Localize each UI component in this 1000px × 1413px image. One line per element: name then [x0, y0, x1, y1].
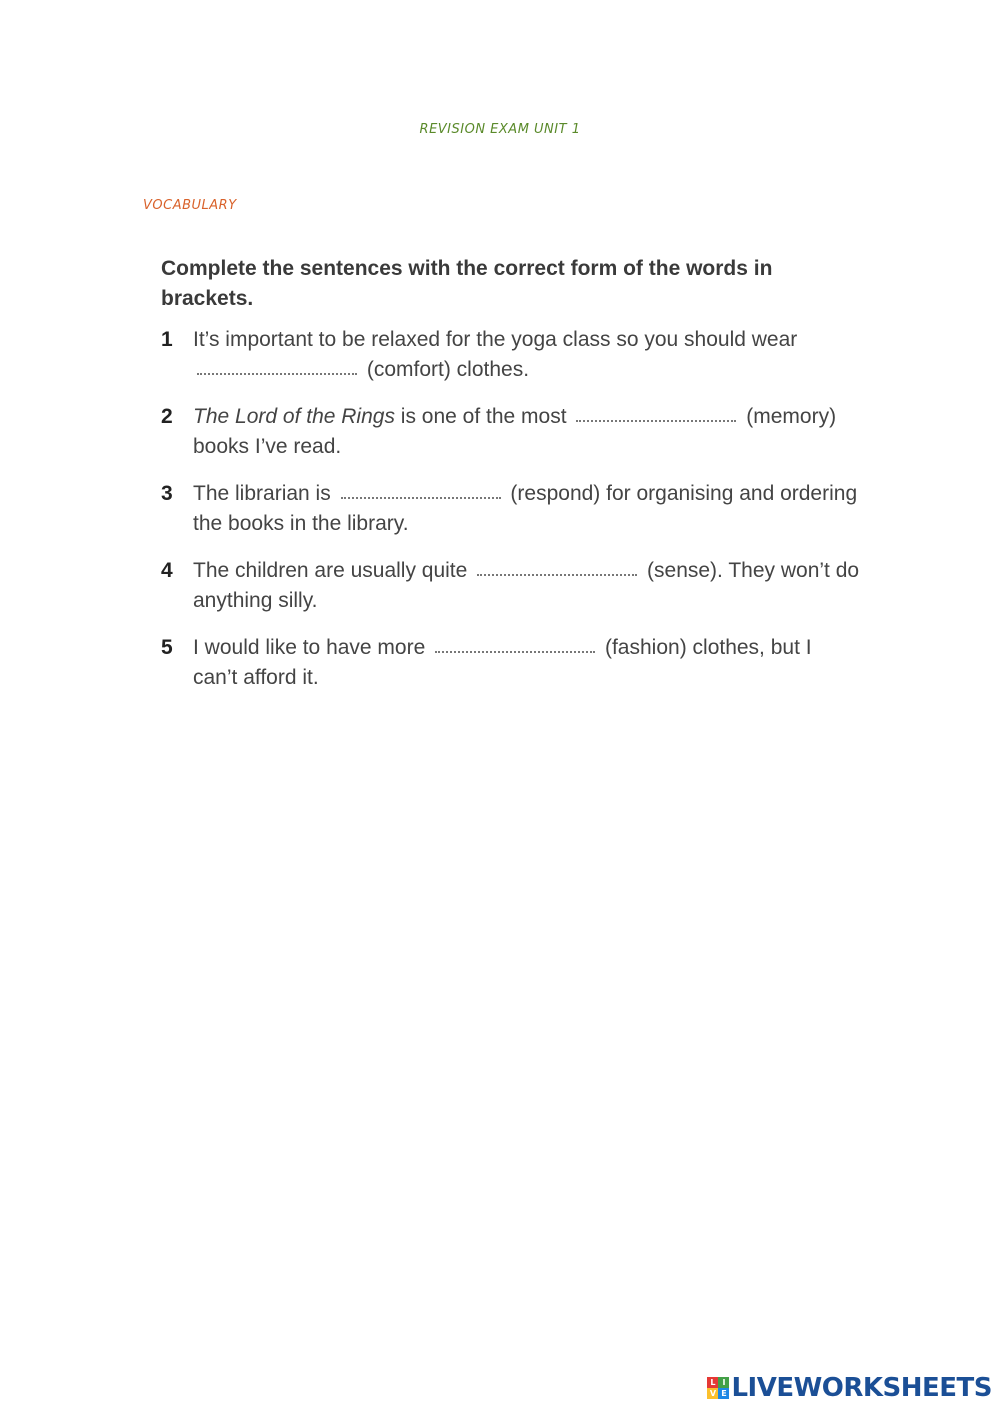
item-text-after: (sense). They won’t do anything silly.	[193, 559, 860, 612]
exercise-instruction: Complete the sentences with the correct form of the words in brackets.	[161, 257, 773, 310]
answer-gap[interactable]	[197, 355, 357, 375]
item-text	[193, 633, 861, 693]
item-text-after: (memory) books I’ve read.	[193, 405, 837, 458]
item-text	[193, 556, 861, 616]
answer-gap[interactable]	[576, 402, 736, 422]
item-text	[193, 402, 861, 462]
item-text-after: (fashion) clothes, but I can’t afford it.	[193, 636, 812, 689]
answer-gap[interactable]	[341, 479, 501, 499]
book-title: The Lord of the Rings	[193, 405, 395, 428]
item-text-before: I would like to have more	[193, 636, 426, 659]
logo-letter: L	[707, 1377, 718, 1388]
exercise-item	[161, 325, 861, 385]
item-text-before: The librarian is	[193, 482, 331, 505]
exercise-item	[161, 633, 861, 693]
section-title: VOCABULARY	[143, 198, 237, 213]
answer-gap[interactable]	[477, 556, 637, 576]
item-text-before: The children are usually quite	[193, 559, 468, 582]
item-text-before: is one of the most	[394, 405, 567, 428]
item-number: 4	[161, 559, 173, 582]
item-text-after: (comfort) clothes.	[366, 358, 530, 381]
answer-gap[interactable]	[435, 633, 595, 653]
exercise-items	[161, 325, 861, 710]
item-text	[193, 325, 861, 385]
item-number: 2	[161, 405, 173, 428]
logo-letter: I	[718, 1377, 729, 1388]
item-text-after: (respond) for organising and ordering the books in the library.	[193, 482, 858, 535]
logo-letter: V	[707, 1388, 718, 1399]
exam-title: REVISION EXAM UNIT 1	[419, 122, 581, 137]
item-number: 5	[161, 636, 173, 659]
liveworksheets-brand	[707, 1373, 992, 1403]
exercise-item	[161, 402, 861, 462]
liveworksheets-logo-icon	[707, 1377, 729, 1399]
exercise-item	[161, 556, 861, 616]
item-number: 1	[161, 328, 173, 351]
logo-letter: E	[718, 1388, 729, 1399]
brand-text: LIVEWORKSHEETS	[731, 1373, 992, 1403]
exercise-item	[161, 479, 861, 539]
item-number: 3	[161, 482, 173, 505]
item-text	[193, 479, 861, 539]
item-text-before: It’s important to be relaxed for the yoga class so you should wear	[193, 328, 798, 351]
